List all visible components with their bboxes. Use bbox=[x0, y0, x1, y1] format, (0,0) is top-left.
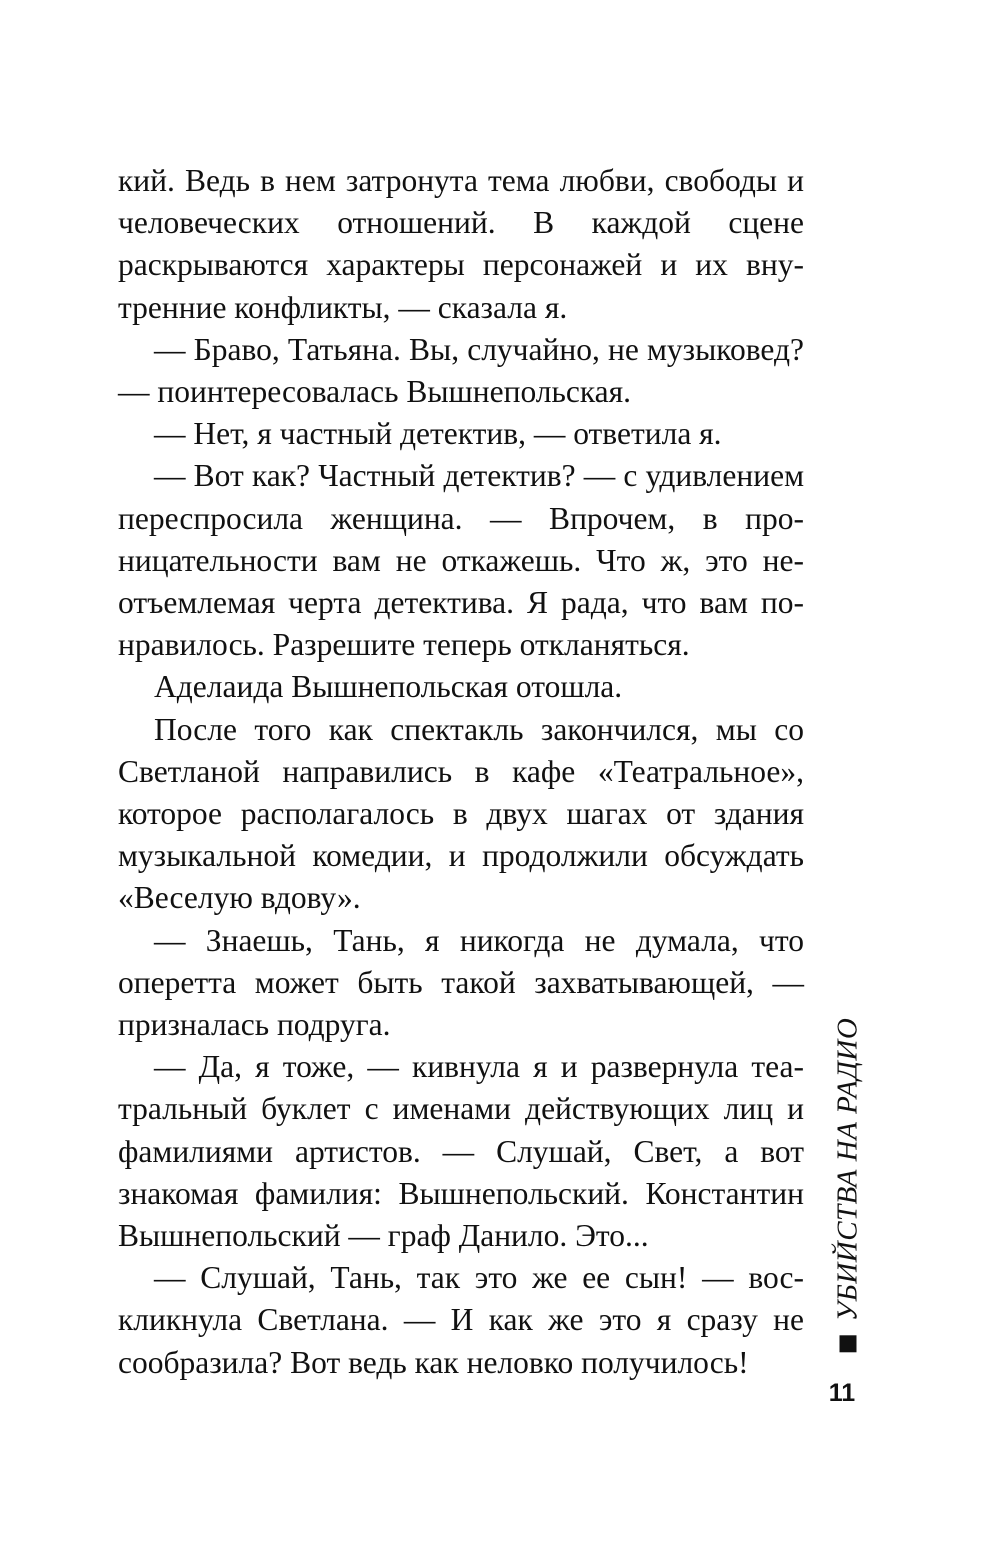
paragraph: Аделаида Вышнепольская отошла. bbox=[154, 669, 623, 705]
body-text bbox=[118, 160, 804, 1384]
paragraph: — Вот как? Частный детектив? — с удивлением переспросила женщина. — Впрочем, в проницательности вам не откажешь. Что ж, это неотъемлемая черта детектива. Я рада, что вам понравилось. Разрешите теперь откланяться. bbox=[118, 458, 804, 663]
square-bullet-icon bbox=[840, 1335, 857, 1352]
paragraph: — Нет, я частный детектив, — ответила я. bbox=[154, 416, 722, 452]
paragraph: — Знаешь, Тань, я никогда не думала, что оперетта может быть такой захватывающей, — призналась подруга. bbox=[118, 922, 804, 1043]
paragraph: — Браво, Татьяна. Вы, случайно, не музыковед? — поинтересовалась Вышнепольская. bbox=[118, 331, 804, 410]
paragraph: — Да, я тоже, — кивнула я и развернула театральный буклет с именами действующих лиц и фамилиями артистов. — Слушай, Свет, а вот знакомая фамилия: Вышнепольский. Константин Вышнепольский — граф Данило. Это... bbox=[118, 1049, 804, 1254]
paragraph: — Слушай, Тань, так это же ее сын! — воскликнула Светлана. — И как же это я сразу не сообразила? Вот ведь как неловко получилось! bbox=[118, 1260, 804, 1380]
paragraph: кий. Ведь в нем затронута тема любви, свободы и человеческих отношений. В каждой сцене раскрываются характеры персонажей и их внутренние конфликты, — сказала я. bbox=[118, 163, 804, 325]
running-title-text-wrap bbox=[832, 1018, 865, 1353]
running-title-text: УБИЙСТВА НА РАДИО bbox=[831, 1017, 864, 1322]
paragraph: После того как спектакль закончился, мы со Светланой направились в кафе «Театральное», которое располагалось в двух шагах от здания музыкальной комедии, и продолжили обсуждать «Веселую вдову». bbox=[118, 711, 804, 916]
page-number: 11 bbox=[828, 1379, 856, 1407]
running-title bbox=[828, 1000, 868, 1370]
